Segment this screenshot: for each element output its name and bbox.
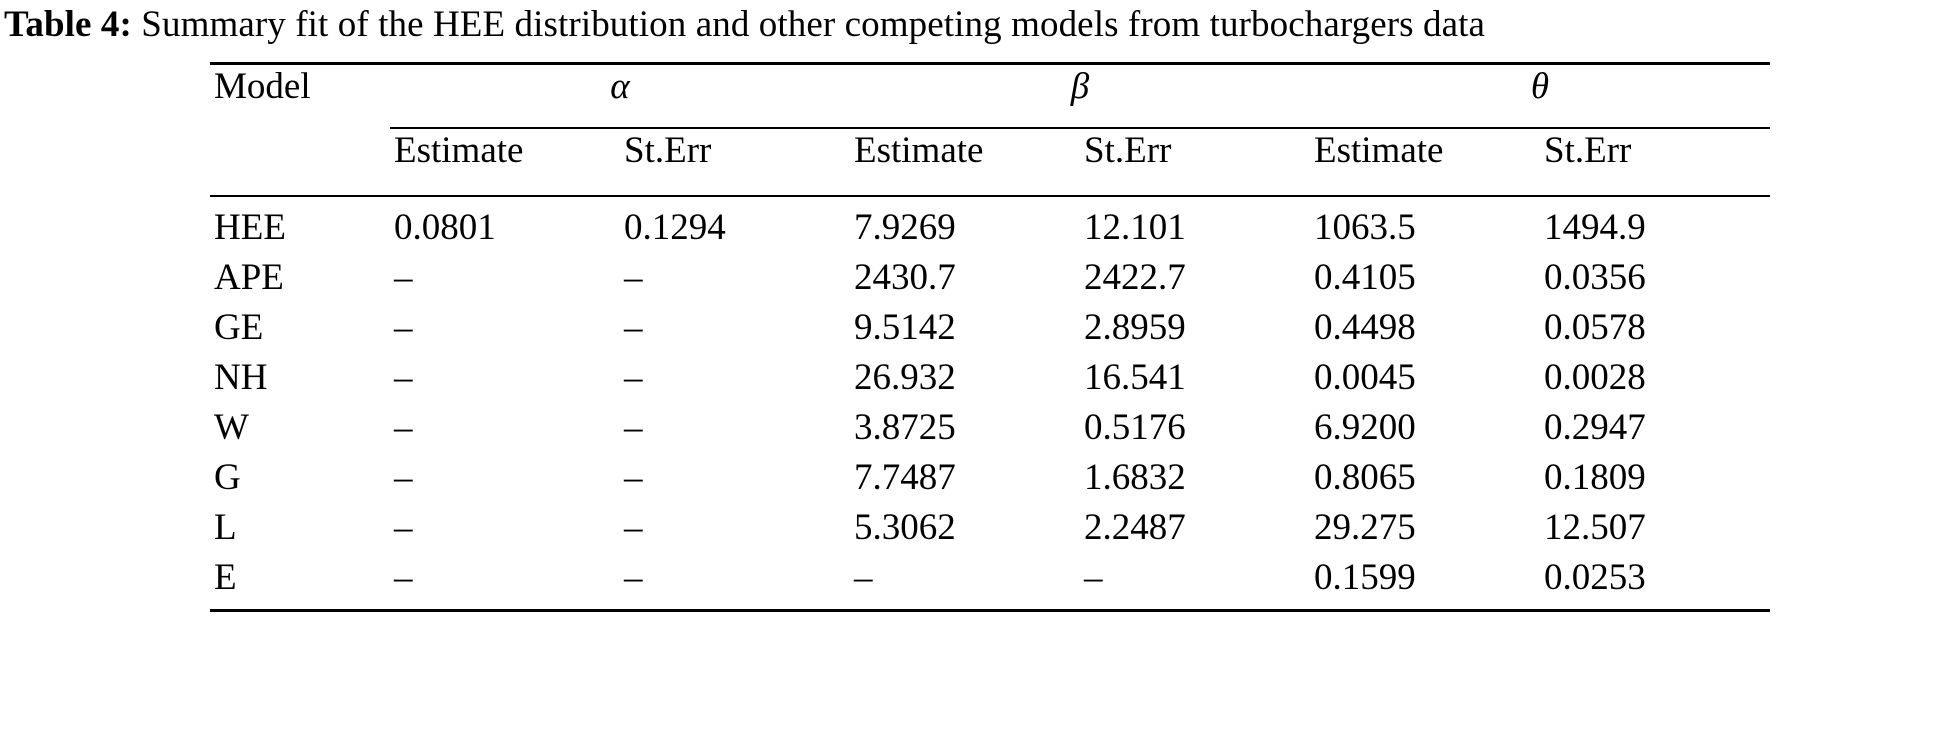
cell-beta-estimate: 3.8725 (854, 407, 956, 448)
sub-header-alpha-sterr: St.Err (624, 130, 712, 171)
row-model: L (214, 507, 237, 548)
sub-header-theta-estimate: Estimate (1314, 130, 1444, 171)
cell-beta-sterr: 12.101 (1084, 207, 1186, 248)
cell-alpha-sterr: – (624, 507, 643, 548)
cell-theta-sterr: 0.2947 (1544, 407, 1646, 448)
table-row (210, 403, 1770, 453)
caption-text: Summary fit of the HEE distribution and other competing models from turbochargers data (131, 4, 1486, 45)
cell-beta-estimate: 2430.7 (854, 257, 956, 298)
group-header-theta: θ (1530, 66, 1550, 107)
table-row (210, 553, 1770, 603)
column-header-model: Model (214, 66, 311, 107)
cell-alpha-estimate: – (394, 307, 413, 348)
table-row (210, 253, 1770, 303)
table-rule-bottom (210, 611, 1770, 613)
sub-header-beta-sterr: St.Err (1084, 130, 1172, 171)
table-row (210, 203, 1770, 253)
sub-header-row (210, 129, 1770, 196)
group-header-alpha: α (610, 66, 630, 107)
cell-beta-sterr: 2.8959 (1084, 307, 1186, 348)
cell-beta-estimate: 7.9269 (854, 207, 956, 248)
cell-beta-estimate: 9.5142 (854, 307, 956, 348)
table-row (210, 303, 1770, 353)
cell-beta-estimate: 26.932 (854, 357, 956, 398)
cell-beta-sterr: 2.2487 (1084, 507, 1186, 548)
sub-header-beta-estimate: Estimate (854, 130, 984, 171)
cell-theta-sterr: 0.1809 (1544, 457, 1646, 498)
table-container (210, 62, 1770, 612)
sub-header-alpha-estimate: Estimate (394, 130, 524, 171)
cell-theta-sterr: 0.0578 (1544, 307, 1646, 348)
cell-alpha-sterr: 0.1294 (624, 207, 726, 248)
cell-beta-sterr: 16.541 (1084, 357, 1186, 398)
cell-beta-estimate: 7.7487 (854, 457, 956, 498)
group-header-row (210, 65, 1770, 127)
cell-alpha-sterr: – (624, 307, 643, 348)
cell-beta-estimate: 5.3062 (854, 507, 956, 548)
row-model: NH (214, 357, 268, 398)
table-row (210, 503, 1770, 553)
row-model: HEE (214, 207, 286, 248)
cell-alpha-sterr: – (624, 457, 643, 498)
cell-alpha-estimate: – (394, 507, 413, 548)
cell-theta-sterr: 1494.9 (1544, 207, 1646, 248)
cell-alpha-estimate: – (394, 407, 413, 448)
cell-beta-sterr: 1.6832 (1084, 457, 1186, 498)
row-model: G (214, 457, 241, 498)
cell-theta-sterr: 0.0356 (1544, 257, 1646, 298)
cell-theta-sterr: 0.0253 (1544, 557, 1646, 598)
cell-beta-sterr: 0.5176 (1084, 407, 1186, 448)
cell-theta-estimate: 0.8065 (1314, 457, 1416, 498)
cell-theta-estimate: 0.4498 (1314, 307, 1416, 348)
sub-header-spacer (210, 129, 390, 196)
cell-beta-sterr: – (1084, 557, 1103, 598)
cell-alpha-sterr: – (624, 557, 643, 598)
cell-theta-estimate: 6.9200 (1314, 407, 1416, 448)
group-header-beta: β (1070, 66, 1090, 107)
table-row (210, 453, 1770, 503)
body-bottom-spacer (210, 603, 1770, 611)
cell-beta-sterr: 2422.7 (1084, 257, 1186, 298)
cell-alpha-estimate: – (394, 457, 413, 498)
cell-alpha-estimate: 0.0801 (394, 207, 496, 248)
cell-theta-estimate: 1063.5 (1314, 207, 1416, 248)
cell-alpha-sterr: – (624, 257, 643, 298)
cell-theta-estimate: 0.4105 (1314, 257, 1416, 298)
cell-theta-sterr: 12.507 (1544, 507, 1646, 548)
cell-alpha-estimate: – (394, 357, 413, 398)
cell-alpha-sterr: – (624, 357, 643, 398)
cell-alpha-sterr: – (624, 407, 643, 448)
cell-beta-estimate: – (854, 557, 873, 598)
cell-alpha-estimate: – (394, 257, 413, 298)
row-model: APE (214, 257, 284, 298)
summary-fit-table (210, 62, 1770, 612)
table-row (210, 353, 1770, 403)
row-model: W (214, 407, 249, 448)
row-model: E (214, 557, 237, 598)
cell-theta-estimate: 0.0045 (1314, 357, 1416, 398)
sub-header-theta-sterr: St.Err (1544, 130, 1632, 171)
row-model: GE (214, 307, 264, 348)
cell-theta-estimate: 0.1599 (1314, 557, 1416, 598)
cell-alpha-estimate: – (394, 557, 413, 598)
cell-theta-estimate: 29.275 (1314, 507, 1416, 548)
cell-theta-sterr: 0.0028 (1544, 357, 1646, 398)
caption-label: Table 4: (4, 4, 132, 45)
table-caption (0, 0, 1942, 47)
